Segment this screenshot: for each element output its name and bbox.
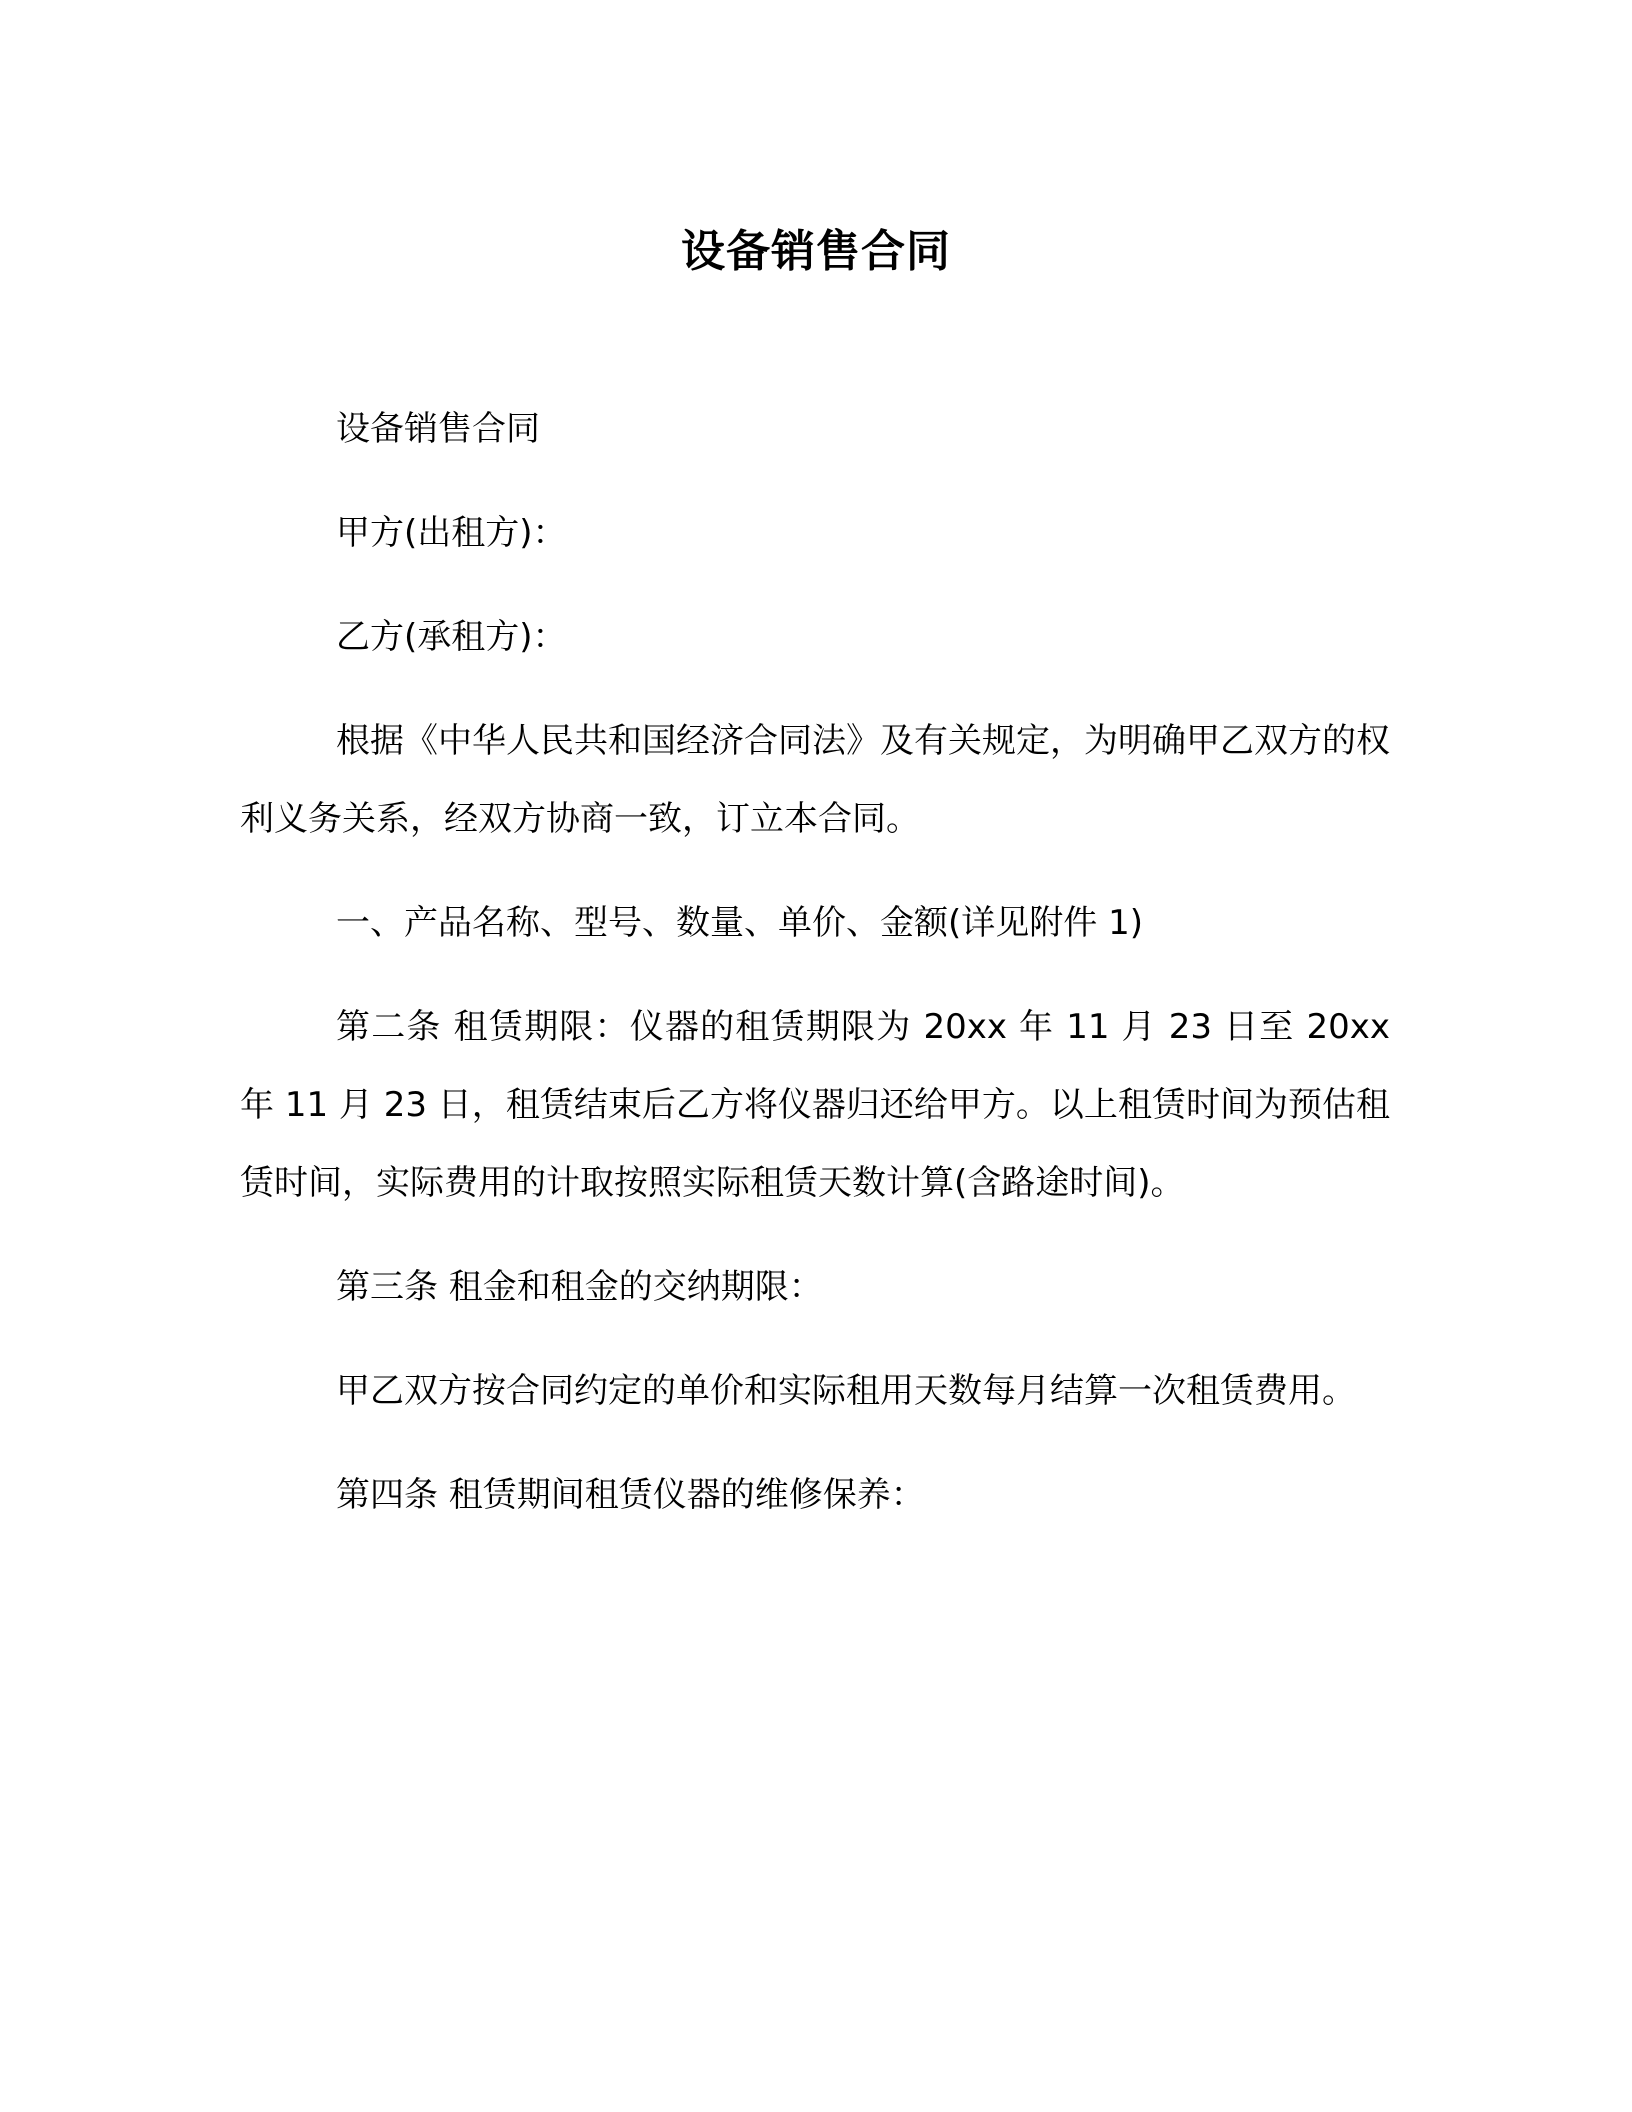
paragraph-settlement: 甲乙双方按合同约定的单价和实际租用天数每月结算一次租赁费用。: [336, 1371, 1356, 1411]
paragraph-article-2: 第二条 租赁期限：仪器的租赁期限为 20xx 年 11 月 23 日至 20xx 年 11 月 23 日，租赁结束后乙方将仪器归还给甲方。以上租赁时间为预估租赁时间，实际费用的计取按照实际租赁天数计算(含路途时间)。: [240, 1007, 1390, 1203]
document-body: [240, 390, 1390, 1560]
paragraph-contract-name: 设备销售合同: [336, 409, 540, 449]
paragraph-article-3: 第三条 租金和租金的交纳期限：: [336, 1267, 823, 1307]
paragraph-product-info: 一、产品名称、型号、数量、单价、金额(详见附件 1): [336, 903, 1143, 943]
paragraph-article-4: 第四条 租赁期间租赁仪器的维修保养：: [336, 1475, 925, 1515]
paragraph-party-a: 甲方(出租方)：: [336, 513, 567, 553]
document-title: 设备销售合同: [681, 226, 951, 277]
paragraph-party-b: 乙方(承租方)：: [336, 617, 567, 657]
paragraph-legal-basis: 根据《中华人民共和国经济合同法》及有关规定，为明确甲乙双方的权利义务关系，经双方协商一致，订立本合同。: [240, 721, 1390, 839]
